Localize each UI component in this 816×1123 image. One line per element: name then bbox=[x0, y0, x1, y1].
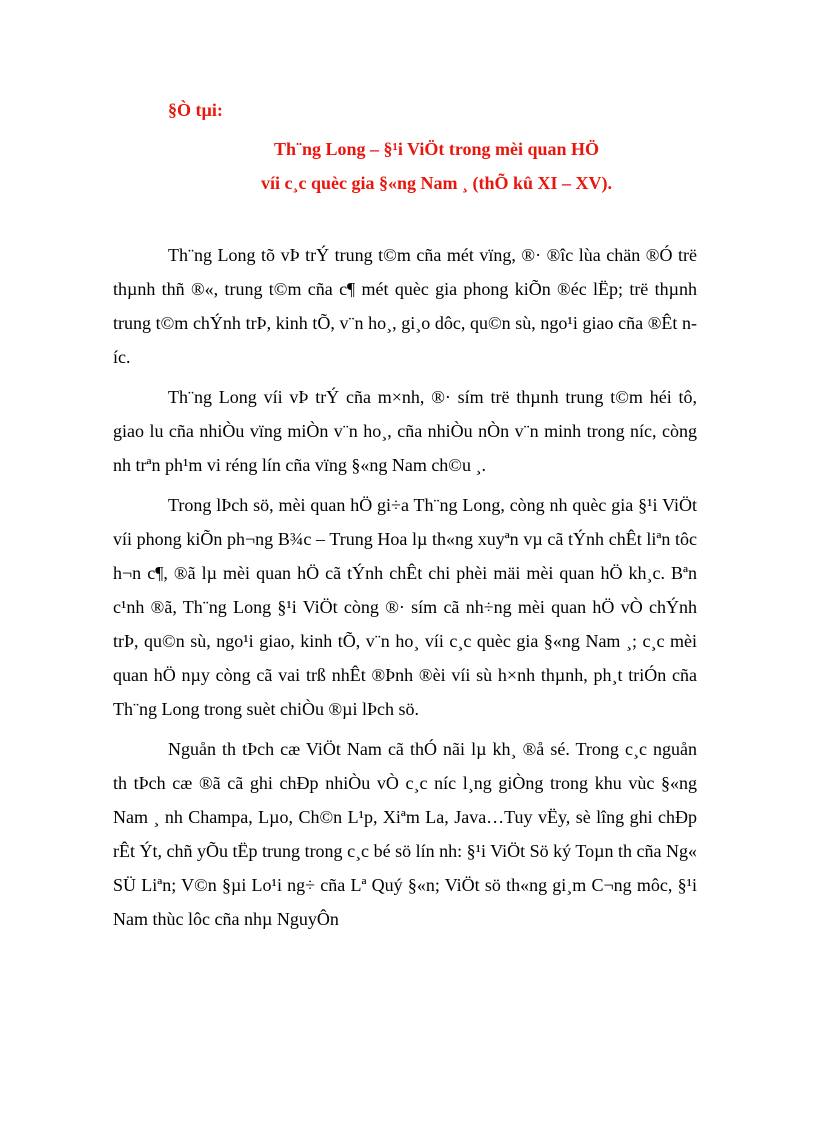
title-line-2: víi c¸c quèc gia §«ng Nam ¸ (thÕ kû XI – XV). bbox=[261, 173, 612, 193]
title-line-1: Th¨ng Long – §¹i ViÖt trong mèi quan HÖ bbox=[273, 139, 600, 159]
paragraph-2: Th¨ng Long víi vÞ trÝ cña m×nh, ®· sím trë thµnh trung t©m héi tô, giao lu cña nhiÒu vïng miÒn v¨n ho¸, cña nhiÒu nÒn v¨n minh trong níc, còng nh trªn ph¹m vi réng lín cña vïng §«ng Nam ch©u ¸. bbox=[113, 387, 697, 475]
paragraph-3: Trong lÞch sö, mèi quan hÖ gi÷a Th¨ng Long, còng nh quèc gia §¹i ViÖt víi phong kiÕn ph¬ng B¾c – Trung Hoa lµ th«ng xuyªn vµ cã tÝnh chÊt liªn tôc h¬n c¶, ®ã lµ mèi quan hÖ cã tÝnh chÊt chi phèi mäi mèi quan hÖ kh¸c. Bªn c¹nh ®ã, Th¨ng Long §¹i ViÖt còng ®· sím cã nh÷ng mèi quan hÖ vÒ chÝnh trÞ, qu©n sù, ngo¹i giao, kinh tÕ, v¨n ho¸ víi c¸c quèc gia §«ng Nam ¸; c¸c mèi quan hÖ nµy còng cã vai trß nhÊt ®Þnh ®èi víi sù h×nh thµnh, ph¸t triÓn cña Th¨ng Long trong suèt chiÒu ®µi lÞch sö. bbox=[113, 495, 697, 719]
paragraph-4: Nguån th tÞch cæ ViÖt Nam cã thÓ nãi lµ kh¸ ®å sé. Trong c¸c nguån th tÞch cæ ®ã cã ghi chÐp nhiÒu vÒ c¸c níc l¸ng giÒng trong khu vùc §«ng Nam ¸ nh Champa, Lµo, Ch©n L¹p, Xiªm La, Java…Tuy vËy, sè lîng ghi chÐp rÊt Ýt, chñ yÕu tËp trung trong c¸c bé sö lín nh: §¹i ViÖt Sö ký Toµn th cña Ng« SÜ Liªn; V©n §µi Lo¹i ng÷ cña Lª Quý §«n; ViÖt sö th«ng gi¸m C¬ng môc, §¹i Nam thùc lôc cña nhµ NguyÔn bbox=[113, 739, 697, 929]
paragraph-1: Th¨ng Long tõ vÞ trÝ trung t©m cña mét vïng, ®· ®îc lùa chän ®Ó trë thµnh thñ ®«, trung t©m cña c¶ mét quèc gia phong kiÕn ®éc lËp; trë thµnh trung t©m chÝnh trÞ, kinh tÕ, v¨n ho¸, gi¸o dôc, qu©n sù, ngo¹i giao cña ®Êt níc. bbox=[113, 245, 697, 367]
document-body bbox=[113, 238, 697, 942]
topic-label: §Ò tµi: bbox=[168, 100, 223, 120]
